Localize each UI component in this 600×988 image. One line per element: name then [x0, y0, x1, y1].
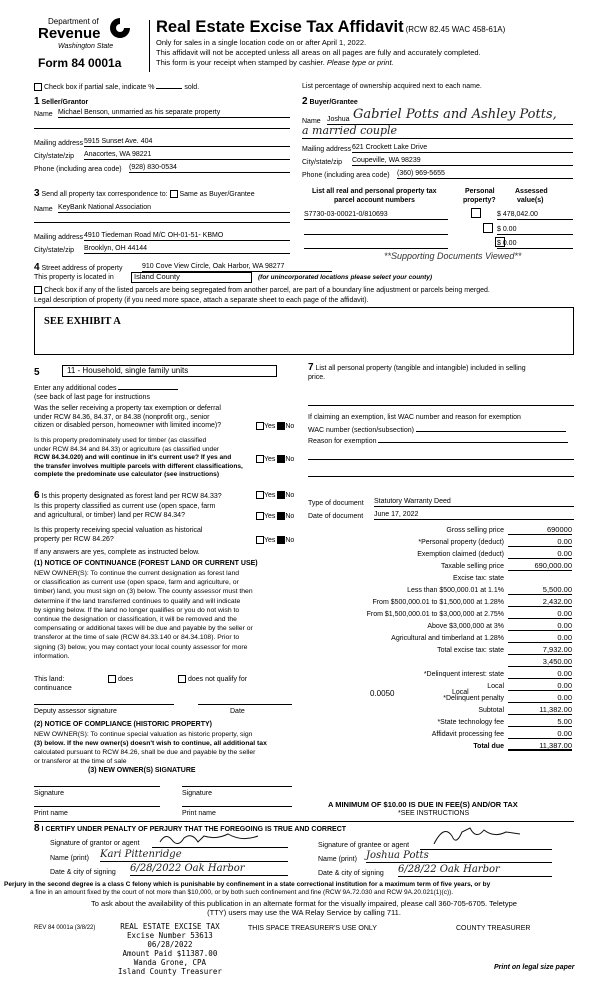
additional-codes-label: Enter any additional codes [34, 385, 178, 393]
tax-row-value[interactable]: 0.00 [508, 622, 572, 631]
s6-q3-yes-checkbox[interactable] [256, 536, 264, 544]
grantor-date-field[interactable]: 6/28/2022 Oak Harbor [130, 863, 288, 876]
s5-q2-yes-checkbox[interactable] [256, 455, 264, 463]
local-rate: 0.0050 [370, 689, 395, 698]
land-does-option: does [108, 675, 133, 684]
legal-paper-note: Print on legal size paper [494, 964, 575, 971]
s6-q3: Is this property receiving special valuation as historical property per RCW 84.26? [34, 527, 203, 543]
tax-row-value[interactable]: 0.00 [508, 730, 572, 739]
parcel-personal-checkbox-2[interactable] [483, 223, 493, 233]
tax-row-value[interactable]: 5,500.00 [508, 586, 572, 595]
seller-addr-field[interactable]: 5915 Sunset Ave. 404 [84, 138, 290, 147]
legal-desc-box[interactable] [34, 307, 574, 355]
s5-number: 5 [34, 367, 40, 378]
street-address-row: 4 Street address of property [34, 262, 123, 273]
s7-label: 7 List all personal property (tangible and intangible) included in selling price. [308, 362, 526, 381]
buyer-name-field[interactable]: Joshua Gabriel Potts and Ashley Potts, [327, 109, 573, 125]
s6-q2-yes-checkbox[interactable] [256, 512, 264, 520]
s5-q1-yes-checkbox[interactable] [256, 422, 264, 430]
tax-row-label: Gross selling price [446, 527, 504, 534]
grantor-sig-label: Signature of grantor or agent [50, 840, 140, 847]
rev-number: REV 84 0001a (3/8/22) [34, 925, 96, 931]
new-owner-sig-label-1: Signature [34, 790, 64, 797]
perjury-notice: Perjury in the second degree is a class C felony which is punishable by confinement in a state correctional institution for a maximum term of five years, or by a fine in an amount fixed by the court of not more than $10,000, or by both such confinement and fine (RCW 9A.72.030 and RCW 9A.20.021(1)(c)). [4, 881, 491, 896]
parcels-header-2: parcel account numbers [334, 197, 415, 204]
subtitle-2: This affidavit will not be accepted unless all areas on all pages are fully and accurately completed. [156, 48, 481, 57]
see-instructions: *SEE INSTRUCTIONS [398, 810, 470, 817]
tax-row-value[interactable]: 11,382.00 [508, 706, 572, 715]
seller-heading: 1 Seller/Grantor [34, 96, 89, 107]
notice-1-heading: (1) NOTICE OF CONTINUANCE (FOREST LAND OR CURRENT USE) [34, 560, 258, 567]
seller-name-field[interactable]: Michael Benson, unmarried as his separate property [58, 109, 290, 118]
notice-1-text: NEW OWNER(S): To continue the current designation as forest land or classification as current use (open space, farm and agriculture, or timber) land, you must sign on (3) below. The county assessor must then determine if the land transferred continues to qualify and will indicate by signing below. If the land no longer qualifies or you do not wish to continue the designation or classification, it will be removed and the compensating or additional taxes will be due and payable by the seller or transferor at the time of sale (RCW 84.33.140 or 84.34.108). Prior to signing (3) below, you may contact your local county assessor for more information. [34, 570, 253, 660]
parcels-header-1: List all real and personal property tax [312, 188, 437, 195]
buyer-phone-field[interactable]: (360) 969-5655 [397, 170, 573, 179]
form-number: Form 84 0001a [38, 56, 122, 70]
s6-q1-answer: Yes No [256, 491, 294, 500]
tax-row-value[interactable]: 0.00 [508, 670, 572, 679]
supporting-docs-stamp: **Supporting Documents Viewed** [384, 251, 522, 261]
parcel-number-1[interactable]: S7730-03-00021-0/810693 [304, 211, 448, 220]
tax-row-label: Taxable selling price [440, 563, 504, 570]
new-owner-sig-1[interactable] [34, 786, 160, 787]
tax-row-value[interactable]: 690000 [508, 526, 572, 535]
buyer-city-field[interactable]: Coupeville, WA 98239 [352, 157, 573, 166]
reason-line-3[interactable] [308, 476, 574, 477]
deputy-signature-line[interactable] [34, 704, 174, 705]
parcel-number-3[interactable] [304, 240, 448, 249]
dept-label: Department of [48, 17, 99, 26]
s5-q1-no-checkbox[interactable] [277, 422, 285, 430]
s6-q2-answer: Yes No [256, 512, 294, 521]
county-note: (for unincorporated locations please select your county) [258, 274, 433, 281]
minimum-notice: A MINIMUM OF $10.00 IS DUE IN FEE(S) AND/OR TAX [328, 800, 518, 809]
parcels-header-4: property? [463, 197, 496, 204]
doc-date-label: Date of document [308, 513, 364, 520]
parcels-header-5: Assessed [515, 188, 548, 195]
certify-heading: 8 I CERTIFY UNDER PENALTY OF PERJURY THAT THE FOREGOING IS TRUE AND CORRECT [34, 823, 347, 834]
tax-row-label: Agricultural and timberland at 1.28% [391, 635, 504, 642]
tax-corr-city-label: City/state/zip [34, 247, 75, 254]
tax-corr-heading: 3 Send all property tax correspondence to: Same as Buyer/Grantee [34, 188, 255, 199]
grantee-date-label: Date & city of signing [318, 870, 384, 877]
tax-row-label: *Delinquent interest: state [423, 671, 504, 678]
reason-label: Reason for exemption [308, 438, 568, 446]
grantee-signature-mark [430, 822, 530, 848]
tax-row-value[interactable]: 690,000.00 [508, 562, 572, 571]
grantor-date-label: Date & city of signing [50, 869, 116, 876]
tax-corr-name-field[interactable]: KeyBank National Association [58, 204, 290, 213]
grantor-name-label: Name (print) [50, 855, 89, 862]
continuance-label: continuance [34, 685, 72, 692]
buyer-heading: 2 Buyer/Grantee [302, 96, 358, 107]
s6-q3-answer: Yes No [256, 536, 294, 545]
deputy-date-label: Date [230, 708, 245, 715]
tax-row-label: Less than $500,000.01 at 1.1% [407, 587, 504, 594]
tax-corr-city-field[interactable]: Brooklyn, OH 44144 [84, 245, 290, 254]
s5-q2-answer: Yes No [256, 455, 294, 464]
s6-q1-yes-checkbox[interactable] [256, 491, 264, 499]
treasurer-stamp: REAL ESTATE EXCISE TAX Excise Number 53613 06/28/2022 Amount Paid $11387.00 Wanda Grone, CPA Island County Treasurer [118, 922, 222, 976]
tax-row-value[interactable]: 0.00 [508, 610, 572, 619]
tax-row-label: *Delinquent penalty [443, 695, 504, 702]
buyer-name-line2[interactable]: a married couple [302, 125, 573, 139]
grantor-signature-mark [158, 830, 268, 846]
reason-line-2[interactable] [308, 459, 574, 460]
tax-row-label: Subtotal [478, 707, 504, 714]
tax-row-value[interactable]: 11,387.00 [508, 742, 572, 751]
seller-name-line2 [34, 128, 290, 129]
parcels-header-6: value(s) [517, 197, 544, 204]
deputy-signature-label: Deputy assessor signature [34, 708, 117, 715]
tax-row-label: Excise tax: state [453, 575, 504, 582]
s6-q2: Is this property classified as current use (open space, farm and agricultural, or timber) land per RCW 84.34? [34, 503, 216, 519]
grantee-sig-label: Signature of grantee or agent [318, 842, 410, 849]
s6-q1: 6 Is this property designated as forest land per RCW 84.33? [34, 490, 222, 501]
tax-row-label: *State technology fee [437, 719, 504, 726]
notice-2-text: NEW OWNER(S): To continue special valuation as historic property, sign (3) below. If the new owner(s) doesn't wish to continue, all additional tax calculated pursuant to RCW 84.26, shall be due and payable by the seller or transferor at the time of sale [34, 731, 267, 765]
seller-name-label: Name [34, 111, 53, 118]
new-owner-sig-2[interactable] [182, 786, 292, 787]
parcel-value-3[interactable]: $ 0.00 [497, 240, 573, 249]
partial-sale-checkbox[interactable] [34, 83, 42, 91]
form-title: Real Estate Excise Tax Affidavit (RCW 82.45 WAC 458-61A) [156, 18, 506, 36]
tax-row-label: From $1,500,000.01 to $3,000,000 at 2.75% [366, 611, 504, 618]
tax-row-value[interactable]: 0.00 [508, 550, 572, 559]
tax-row-label: From $500,000.01 to $1,500,000 at 1.28% [372, 599, 504, 606]
parcel-value-2[interactable]: $ 0.00 [497, 226, 573, 235]
subtitle-3: This form is your receipt when stamped by cashier. Please type or print. [156, 58, 394, 67]
s5-q1: Was the seller receiving a property tax exemption or deferral under RCW 84.36, 84.37, or 84.38 (nonprofit org., senior citizen or disabled person, homeowner with limited income)? [34, 405, 222, 429]
accessibility-notice: To ask about the availability of this publication in an alternate format for the visually impaired, please call 360-705-6705. Teletype (TTY) users may use the WA Relay Service by calling 711. [91, 899, 517, 917]
tax-row-label: Above $3,000,000 at 3% [427, 623, 504, 630]
deputy-date-line[interactable] [198, 704, 292, 705]
s6-q3-no-checkbox[interactable] [277, 536, 285, 544]
segregated-row: Check box if any of the listed parcels are being segregated from another parcel, are part of a boundary line adjustment or parcels being merged. [34, 286, 490, 295]
tax-row-value[interactable]: 5.00 [508, 718, 572, 727]
seller-phone-label: Phone (including area code) [34, 166, 122, 173]
parcel-value-1[interactable]: $ 478,042.00 [497, 211, 573, 220]
parcels-header-3: Personal [465, 188, 495, 195]
grantee-date-field[interactable]: 6/28/22 Oak Harbor [398, 864, 552, 877]
exemption-label: If claiming an exemption, list WAC number and reason for exemption [308, 414, 521, 421]
county-treasurer-label: COUNTY TREASURER [456, 925, 531, 932]
tax-corr-addr-label: Mailing address [34, 234, 84, 241]
additional-codes-note: (see back of last page for instructions [34, 394, 150, 401]
tax-row-label: Local [487, 683, 504, 690]
tax-row-label: Exemption claimed (deduct) [417, 551, 504, 558]
doc-date-field[interactable]: June 17, 2022 [374, 511, 574, 520]
s5-q2-no-checkbox[interactable] [277, 455, 285, 463]
tax-row-label: Total due [473, 743, 504, 750]
grantee-name-label: Name (print) [318, 856, 357, 863]
buyer-addr-field[interactable]: 621 Crockett Lake Drive [352, 144, 573, 153]
notice-3-heading: (3) NEW OWNER(S) SIGNATURE [88, 767, 196, 774]
tax-row-label: Affidavit processing fee [431, 731, 504, 738]
partial-sale-row: Check box if partial sale, indicate % sold. [34, 83, 199, 92]
tax-row-value[interactable]: 0.00 [508, 634, 572, 643]
grantor-name-field[interactable]: Kari Pittenridge [100, 849, 288, 862]
logo [30, 17, 146, 77]
seller-city-field[interactable]: Anacortes, WA 98221 [84, 151, 290, 160]
grantor-signature[interactable] [152, 834, 288, 848]
tax-row-value[interactable]: 0.00 [508, 538, 572, 547]
dor-logo-icon [108, 17, 132, 39]
seller-city-label: City/state/zip [34, 153, 75, 160]
land-does-checkbox[interactable] [108, 675, 116, 683]
new-owner-print-2[interactable] [182, 806, 292, 807]
parcel-number-2[interactable] [304, 226, 448, 235]
parcel-personal-checkbox-1[interactable] [471, 208, 481, 218]
seller-addr-label: Mailing address [34, 140, 84, 147]
wac-label: WAC number (section/subsection) [308, 427, 566, 435]
grantee-name-field[interactable]: Joshua Potts [366, 850, 552, 863]
new-owner-print-1[interactable] [34, 806, 160, 807]
revenue-label: Revenue [38, 25, 101, 42]
s5-q1-answer: Yes No [256, 422, 294, 431]
located-label: This property is located in [34, 274, 114, 281]
doc-type-label: Type of document [308, 500, 364, 507]
subtitle-1: Only for sales in a single location code on or after April 1, 2022. [156, 38, 367, 47]
tax-row-value[interactable]: 2,432.00 [508, 598, 572, 607]
tax-corr-addr-field[interactable]: 4910 Tiedeman Road M/C OH-01-51- KBMO [84, 232, 290, 241]
land-does-not-checkbox[interactable] [178, 675, 186, 683]
s6-q2-no-checkbox[interactable] [277, 512, 285, 520]
land-does-not-option: does not qualify for [178, 675, 247, 684]
tax-row-label: Total excise tax: state [437, 647, 504, 654]
same-as-buyer-checkbox[interactable] [170, 190, 178, 198]
county-select[interactable]: Island County [131, 272, 252, 283]
buyer-name-label: Name [302, 118, 321, 125]
segregated-checkbox[interactable] [34, 286, 42, 294]
buyer-phone-label: Phone (including area code) [302, 172, 390, 179]
legal-desc-value: SEE EXHIBIT A [44, 316, 121, 327]
state-label: Washington State [58, 43, 114, 50]
doc-type-field[interactable]: Statutory Warranty Deed [374, 498, 574, 507]
tax-row-value[interactable]: 0.00 [508, 682, 572, 691]
personal-property-line[interactable] [308, 405, 574, 406]
notice-2-heading: (2) NOTICE OF COMPLIANCE (HISTORIC PROPERTY) [34, 721, 212, 728]
tax-row-value[interactable]: 3,450.00 [508, 658, 572, 667]
grantee-signature[interactable] [420, 836, 552, 850]
legal-desc-label: Legal description of property (if you need more space, attach a separate sheet to each page of the affidavit). [34, 297, 369, 304]
new-owner-sig-label-2: Signature [182, 790, 212, 797]
s6-note: If any answers are yes, complete as instructed below. [34, 549, 200, 556]
treasurer-use-label: THIS SPACE TREASURER'S USE ONLY [248, 925, 377, 932]
tax-corr-name-label: Name [34, 206, 53, 213]
seller-phone-field[interactable]: (928) 830-0534 [129, 164, 290, 173]
tax-row-label: *Personal property (deduct) [418, 539, 504, 546]
tax-corr-name-line2 [34, 222, 290, 223]
new-owner-print-label-1: Print name [34, 810, 68, 817]
s5-q2: Is this property predominately used for timber (as classified under RCW 84.34 and 84.33) or agriculture (as classified under RCW 84.34.020) and will continue in it's current use? If yes and the transfer involves multiple parcels with different classifications, complete the predominate use calculator (see instructions) [34, 437, 243, 478]
street-address-field[interactable]: 910 Cove View Circle, Oak Harbor, WA 98277 [142, 263, 332, 272]
buyer-city-label: City/state/zip [302, 159, 343, 166]
new-owner-print-label-2: Print name [182, 810, 216, 817]
tax-row-value[interactable]: 0.00 [508, 694, 572, 703]
buyer-addr-label: Mailing address [302, 146, 352, 153]
land-use-code-select[interactable]: 11 - Household, single family units [62, 365, 277, 377]
tax-row-value[interactable]: 7,932.00 [508, 646, 572, 655]
local-label: Local [452, 689, 469, 696]
header-divider [149, 20, 150, 72]
ownership-note: List percentage of ownership acquired next to each name. [302, 83, 482, 90]
s6-q1-no-checkbox[interactable] [277, 491, 285, 499]
this-land-label: This land: [34, 676, 65, 683]
